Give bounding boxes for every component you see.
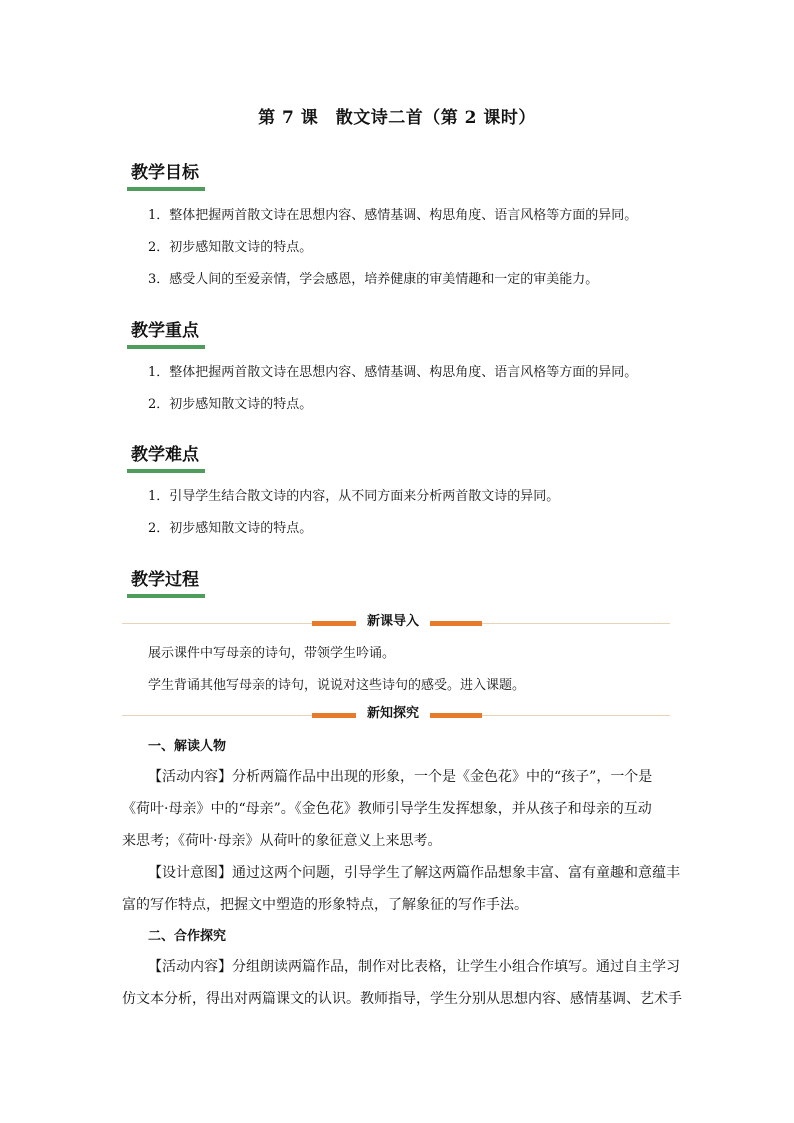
intro-line: 展示课件中写母亲的诗句，带领学生吟诵。 [148,646,396,661]
divider-label: 新课导入 [356,613,430,631]
activity-line: 来思考；《荷叶·母亲》从荷叶的象征意义上来思考。 [122,833,442,849]
difficulty-item: 1．引导学生结合散文诗的内容，从不同方面来分析两首散文诗的异同。 [148,489,560,504]
key-point-item: 1．整体把握两首散文诗在思想内容、感情基调、构思角度、语言风格等方面的异同。 [148,365,638,380]
goal-item: 2．初步感知散文诗的特点。 [148,240,313,255]
section-heading-key-points: 教学重点 [127,320,205,342]
activity-line: 《荷叶·母亲》中的“母亲”。《金色花》教师引导学生发挥想象，并从孩子和母亲的互动 [122,801,652,817]
activity-line: 仿文本分析，得出对两篇课文的认识。教师指导，学生分别从思想内容、感情基调、艺术手 [122,991,682,1007]
subsection-title: 一、解读人物 [148,739,227,754]
subsection-title: 二、合作探究 [148,929,227,944]
intro-line: 学生背诵其他写母亲的诗句，说说对这些诗句的感受。进入课题。 [148,678,526,693]
intent-line: 富的写作特点，把握文中塑造的形象特点，了解象征的写作手法。 [122,897,528,913]
divider-label: 新知探究 [356,705,430,723]
goal-item: 3．感受人间的至爱亲情，学会感恩，培养健康的审美情趣和一定的审美能力。 [148,272,599,287]
section-heading-goals: 教学目标 [127,162,205,184]
difficulty-item: 2．初步感知散文诗的特点。 [148,521,313,536]
section-heading-difficulties: 教学难点 [127,444,205,466]
activity-line: 【活动内容】分析两篇作品中出现的形象，一个是《金色花》中的“孩子”，一个是 [148,769,653,785]
key-point-item: 2．初步感知散文诗的特点。 [148,397,313,412]
divider-explore [122,706,670,721]
divider-intro [122,614,670,629]
section-heading-process: 教学过程 [127,569,205,591]
goal-item: 1．整体把握两首散文诗在思想内容、感情基调、构思角度、语言风格等方面的异同。 [148,208,638,223]
activity-line: 【活动内容】分组朗读两篇作品，制作对比表格，让学生小组合作填写。通过自主学习 [148,959,680,975]
page-title: 第 7 课 散文诗二首（第 2 课时） [258,108,536,128]
intent-line: 【设计意图】通过这两个问题，引导学生了解这两篇作品想象丰富、富有童趣和意蕴丰 [148,865,680,881]
